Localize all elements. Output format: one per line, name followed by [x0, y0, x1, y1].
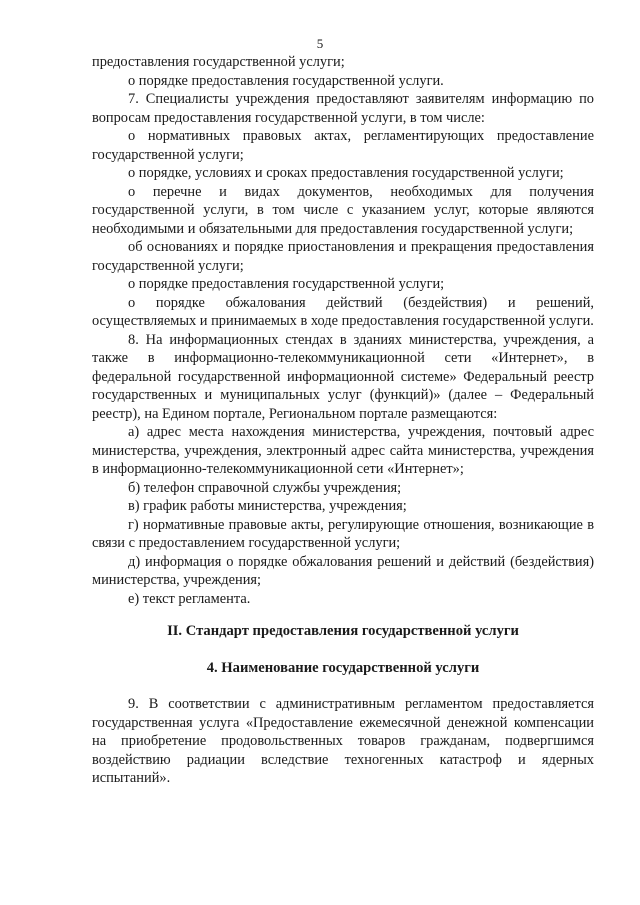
document-body [92, 53, 594, 788]
paragraphs-part2 [92, 695, 594, 788]
paragraphs-part1 [92, 53, 594, 608]
paragraph: д) информация о порядке обжалования решений и действий (бездействия) министерства, учреждения; [92, 553, 594, 588]
paragraph: о перечне и видах документов, необходимых для получения государственной услуги, в том числе с указанием услуг, которые являются необходимыми и обязательными для предоставления государственной услуги; [92, 183, 594, 237]
paragraph: 8. На информационных стендах в зданиях министерства, учреждения, а также в информационно-телекоммуникационной сети «Интернет», в федеральной государственной информационной системе» Федеральный реестр государственных и муниципальных услуг (функций)» (далее – Федеральный реестр), на Едином портале, Региональном портале размещаются: [92, 331, 594, 422]
paragraph: о порядке предоставления государственной услуги. [128, 72, 444, 89]
section-heading: II. Стандарт предоставления государственной услуги [167, 623, 519, 639]
paragraph: о нормативных правовых актах, регламентирующих предоставление государственной услуги; [92, 128, 594, 163]
page-number: 5 [316, 36, 324, 51]
paragraph: б) телефон справочной службы учреждения; [128, 479, 402, 496]
paragraph: о порядке обжалования действий (бездействия) и решений, осуществляемых и принимаемых в ходе предоставления государственной услуги. [92, 294, 594, 329]
paragraph: 7. Специалисты учреждения предоставляют заявителям информацию по вопросам предоставления государственной услуги, в том числе: [92, 91, 594, 126]
paragraph: 9. В соответствии с административным регламентом предоставляется государственная услуга «Предоставление ежемесячной денежной компенсации на приобретение продовольственных товаров гражданам, подвергшимся воздействию радиации вследствие техногенных катастроф и ядерных испытаний». [92, 696, 594, 786]
paragraph: в) график работы министерства, учреждения; [128, 498, 407, 514]
paragraph: об основаниях и порядке приостановления и прекращения предоставления государственной услуги; [92, 239, 594, 274]
paragraph: а) адрес места нахождения министерства, учреждения, почтовый адрес министерства, учреждения, электронный адрес сайта министерства, учреждения в информационно-телекоммуникационной сети «Интернет»; [92, 424, 594, 477]
paragraph: предоставления государственной услуги; [92, 54, 345, 70]
subsection-heading: 4. Наименование государственной услуги [206, 659, 480, 676]
paragraph: г) нормативные правовые акты, регулирующие отношения, возникающие в связи с предоставлением государственной услуги; [92, 516, 594, 551]
paragraph: о порядке, условиях и сроках предоставления государственной услуги; [128, 165, 564, 181]
paragraph: о порядке предоставления государственной услуги; [128, 276, 445, 292]
paragraph: е) текст регламента. [128, 590, 251, 607]
